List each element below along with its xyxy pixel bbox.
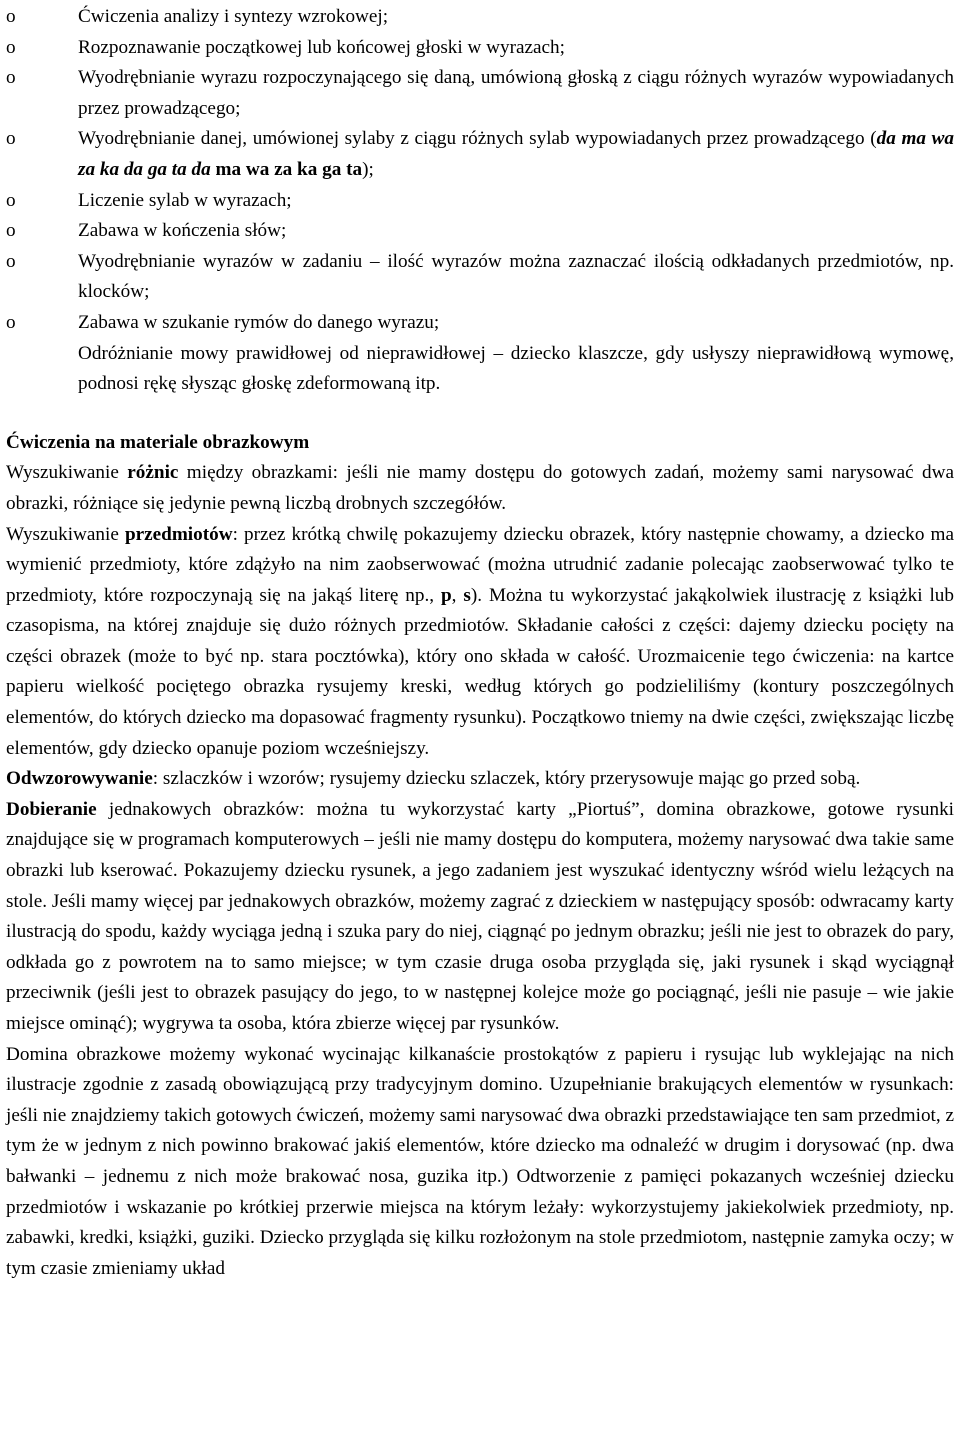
bullet-marker: o xyxy=(6,250,16,272)
paragraph-dominoes: Domina obrazkowe możemy wykonać wycinając kilkanaście prostokątów z papieru i rysując lub wyklejając na nich ilustracje zgodnie z zasadą obowiązującą przy tradycyjnym domino. Uzupełnianie brakujących elementów w rysunkach: jeśli nie znajdziemy takich gotowych ćwiczeń, możemy sami narysować dwa obrazki przedstawiające ten sam przedmiot, z tym że w jednym z nich powinno brakować jakiś elementów, które dziecko ma odnaleźć w drugim i dorysować (np. dwa bałwanki – jednemu z nich może brakować nosa, guzika itp.) Odtworzenie z pamięci pokazanych wcześniej dziecku przedmiotów i wskazanie po krótkiej przerwie miejsca na którym leżały: wykorzystujemy jakiekolwiek przedmioty, np. zabawki, kredki, książki, guziki. Dziecko przygląda się kilku rozłożonym na stole przedmiotom, następnie zamyka oczy; w tym czasie zmieniamy układ xyxy=(6,1043,954,1279)
bullet-marker: o xyxy=(6,189,16,211)
list-item xyxy=(6,247,954,308)
bold-term: Dobieranie xyxy=(6,798,97,820)
list-item-text: Liczenie sylab w wyrazach; xyxy=(78,189,292,211)
bullet-marker: o xyxy=(6,67,16,89)
paragraph-differences xyxy=(6,458,954,519)
paragraph-text: , xyxy=(451,584,464,606)
picture-exercises-section xyxy=(6,428,954,1285)
list-item-text: Wyodrębnianie wyrazu rozpoczynającego się daną, umówioną głoską z ciągu różnych wyrazów wypowiadanych przez prowadzącego; xyxy=(78,67,954,119)
syllable-sequence-bold: ma wa za ka ga ta xyxy=(210,158,363,180)
paragraph-text: Wyszukiwanie xyxy=(6,523,125,545)
list-item xyxy=(6,33,954,64)
paragraph-text: ). Można tu wykorzystać jakąkolwiek ilustrację z książki lub czasopisma, na której znajduje się dużo różnych przedmiotów. Składanie całości z części: dajemy dziecku pocięty na części obrazek (może to być np. stara pocztówka), który ono składa w całość. Urozmaicenie tego ćwiczenia: na kartce papieru wielkość pociętego obrazka rysujemy kreski, według których go podzieliliśmy (kontury poszczególnych elementów, do których dziecko ma dopasować fragmenty rysunku). Początkowo tniemy na dwie części, zwiększając liczbę elementów, gdy dziecko opanuje poziom wcześniejszy. xyxy=(6,584,954,759)
bullet-marker: o xyxy=(6,6,16,27)
list-item xyxy=(6,124,954,185)
paragraph-text: : szlaczków i wzorów; rysujemy dziecku szlaczek, który przerysowuje mając go przed sobą. xyxy=(152,768,861,790)
list-item xyxy=(6,63,954,124)
bold-term: różnic xyxy=(127,462,179,484)
list-item xyxy=(6,216,954,247)
paragraph-copying xyxy=(6,764,954,795)
bold-term: przedmiotów xyxy=(124,523,233,545)
paragraph-text: Wyszukiwanie xyxy=(6,462,128,484)
exercise-bullet-list xyxy=(6,2,954,339)
list-item-text: Zabawa w szukanie rymów do danego wyrazu; xyxy=(78,311,440,333)
list-item xyxy=(6,186,954,217)
bullet-marker: o xyxy=(6,36,16,58)
bullet-marker: o xyxy=(6,128,16,150)
list-item-text: Wyodrębnianie wyrazów w zadaniu – ilość wyrazów można zaznaczać ilością odkładanych przedmiotów, np. klocków; xyxy=(78,250,954,303)
paragraph-text: : przez krótką chwilę pokazujemy dziecku obrazek, który następnie chowamy, a dziecko ma wymienić przedmioty, które zdążyło na nim zaobserwować (można utrudnić zadanie polecając zaobserwować tylko te przedmioty, które rozpoczynają się na jakąś literę np., xyxy=(6,523,955,606)
bold-letter: s xyxy=(463,584,471,606)
syllable-sequence-italic: da ma wa za ka da ga ta da xyxy=(78,128,954,180)
bold-letter: p xyxy=(440,584,452,606)
list-item xyxy=(6,308,954,339)
bullet-marker: o xyxy=(6,220,16,242)
list-continuation-text: Odróżnianie mowy prawidłowej od nieprawidłowej – dziecko klaszcze, gdy usłyszy nieprawidłową wymowę, podnosi rękę słysząc głoskę zdeformowaną itp. xyxy=(78,342,954,395)
paragraph-text: jednakowych obrazków: można tu wykorzystać karty „Piortuś”, domina obrazkowe, gotowe rysunki znajdujące się w programach komputerowych – jeśli nie mamy dostępu do komputera, możemy narysować dwa takie same obrazki lub kserować. Pokazujemy dziecku rysunek, a jego zadaniem jest wyszukać identyczny wśród wielu leżących na stole. Jeśli mamy więcej par jednakowych obrazków, możemy zagrać z dzieckiem w następujący sposób: odwracamy karty ilustracją do spodu, każdy wyciąga jedną i szuka pary do niej, ciągnąć po jednym obrazku; jeśli nie jest to obrazek do pary, odkłada go z powrotem na to samo miejsce; w tym czasie druga osoba przygląda się, jaki rysunek i skąd wyciągnął przeciwnik (jeśli jest to obrazek pasujący do jego, to w następnej kolejce może go pociągnąć, jeśli nie pasuje – wie jakie miejsce ominąć); wygrywa ta osoba, która zbierze więcej par rysunków. xyxy=(6,798,954,1034)
paragraph-matching xyxy=(6,795,954,1040)
list-item-text: Zabawa w kończenia słów; xyxy=(78,220,287,242)
paragraph-text: między obrazkami: jeśli nie mamy dostępu do gotowych zadań, możemy sami narysować dwa obrazki, różniące się jedynie pewną liczbą drobnych szczegółów. xyxy=(6,462,955,514)
list-item-text: Rozpoznawanie początkowej lub końcowej głoski w wyrazach; xyxy=(78,36,565,58)
list-item-text: Ćwiczenia analizy i syntezy wzrokowej; xyxy=(78,6,389,27)
bold-term: Odwzorowywanie xyxy=(6,768,153,790)
bullet-marker: o xyxy=(6,311,16,333)
list-item xyxy=(6,2,954,33)
list-item-text: Wyodrębnianie danej, umówionej sylaby z ciągu różnych sylab wypowiadanych przez prowadzącego ( xyxy=(78,128,877,150)
paragraph-objects xyxy=(6,520,954,765)
section-heading: Ćwiczenia na materiale obrazkowym xyxy=(6,431,310,453)
list-item-text-end: ); xyxy=(362,158,374,180)
